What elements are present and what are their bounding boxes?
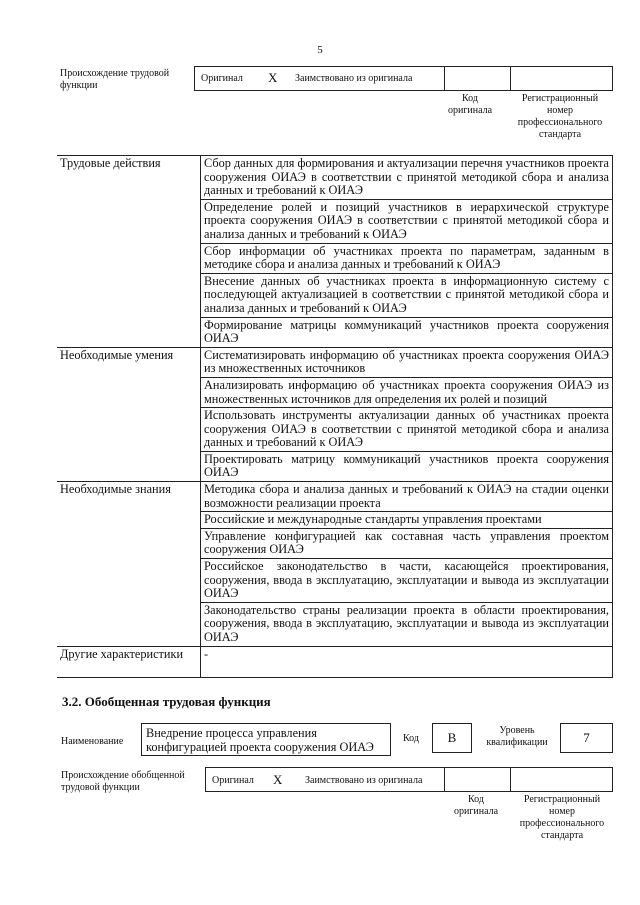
level-label: Уровень квалификации — [486, 725, 548, 748]
code-label: Код — [403, 733, 419, 744]
section-label: Необходимые умения — [57, 347, 201, 481]
section-label: Необходимые знания — [57, 482, 201, 647]
table-cell: Анализировать информацию об участниках проекта сооружения ОИАЭ из множественных источников для определения их ролей и позиций — [201, 377, 613, 407]
table-cell: Внесение данных об участниках проекта в информационную систему с последующей актуализацией в соответствии с принятой методикой сбора и анализа данных и требований к ОИАЭ — [201, 273, 613, 317]
table-cell: Использовать инструменты актуализации данных об участниках проекта сооружения ОИАЭ в соответствии с принятой методикой сбора и анализа данных и требований к ОИАЭ — [201, 408, 613, 452]
code-original-caption: Код оригинала — [453, 794, 499, 817]
section-label: Трудовые действия — [57, 156, 201, 348]
table-cell: Определение ролей и позиций участников в иерархической структуре проекта сооружения ОИАЭ в соответствии с принятой методикой сбора и анализа данных и требований к ОИАЭ — [201, 199, 613, 243]
name-value: Внедрение процесса управления конфигурацией проекта сооружения ОИАЭ — [146, 726, 374, 754]
table-cell: Сбор данных для формирования и актуализации перечня участников проекта сооружения ОИАЭ в соответствии с принятой методикой сбора и анализа данных и требований к ОИАЭ — [201, 156, 613, 200]
table-cell: - — [201, 646, 613, 677]
table-row — [57, 646, 613, 677]
section-title: 3.2. Обобщенная трудовая функция — [62, 694, 271, 709]
name-box — [141, 723, 391, 756]
table-cell: Проектировать матрицу коммуникаций участников проекта сооружения ОИАЭ — [201, 451, 613, 481]
registration-number-caption: Регистрационный номер профессионального стандарта — [519, 794, 605, 841]
borrowed-label: Заимствовано из оригинала — [295, 73, 413, 84]
table-cell: Формирование матрицы коммуникаций участников проекта сооружения ОИАЭ — [201, 317, 613, 347]
origin-label: Происхождение обобщенной трудовой функции — [61, 770, 185, 793]
name-label: Наименование — [61, 736, 124, 747]
labor-function-table — [57, 155, 613, 678]
origin-label: Происхождение трудовой функции — [60, 68, 170, 91]
table-cell: Законодательство страны реализации проекта в области проектирования, сооружения, ввода в эксплуатацию, эксплуатации и вывода из эксплуатации ОИАЭ — [201, 602, 613, 646]
table-cell: Российские и международные стандарты управления проектами — [201, 512, 613, 529]
borrowed-label: Заимствовано из оригинала — [305, 775, 423, 786]
original-label: Оригинал — [201, 73, 243, 84]
original-mark: X — [268, 70, 278, 85]
table-row — [57, 482, 613, 512]
table-row — [57, 347, 613, 377]
level-value: 7 — [560, 723, 613, 753]
code-original-caption: Код оригинала — [447, 93, 493, 116]
section-label: Другие характеристики — [57, 646, 201, 677]
original-mark: X — [273, 772, 283, 787]
table-row — [57, 156, 613, 200]
original-label: Оригинал — [212, 775, 254, 786]
registration-number-caption: Регистрационный номер профессионального стандарта — [517, 93, 603, 140]
table-cell: Российское законодательство в части, касающейся проектирования, сооружения, ввода в эксплуатацию, эксплуатации и вывода из эксплуатации ОИАЭ — [201, 559, 613, 603]
table-cell: Методика сбора и анализа данных и требований к ОИАЭ на стадии оценки возможности реализации проекта — [201, 482, 613, 512]
table-cell: Управление конфигурацией как составная часть управления проектом сооружения ОИАЭ — [201, 528, 613, 558]
table-cell: Сбор информации об участниках проекта по параметрам, заданным в методике сбора и анализа данных и требований к ОИАЭ — [201, 243, 613, 273]
code-value: B — [432, 723, 472, 753]
page-number: 5 — [317, 44, 323, 56]
table-cell: Систематизировать информацию об участниках проекта сооружения ОИАЭ из множественных источников — [201, 347, 613, 377]
